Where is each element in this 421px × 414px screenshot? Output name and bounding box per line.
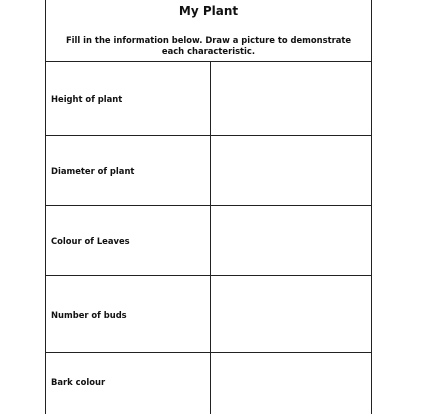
row-label-height: Height of plant: [51, 94, 123, 104]
answer-cell-bark-colour: [211, 353, 371, 414]
row-label-diameter: Diameter of plant: [51, 166, 135, 176]
worksheet-page: [45, 0, 372, 414]
answer-cell-diameter: [211, 136, 371, 205]
row-label-bark-colour: Bark colour: [51, 377, 106, 387]
answer-cell-buds: [211, 276, 371, 352]
row-label-leaf-colour: Colour of Leaves: [51, 236, 130, 246]
worksheet-title: My Plant: [178, 4, 239, 18]
row-label-buds: Number of buds: [51, 310, 127, 320]
answer-cell-leaf-colour: [211, 206, 371, 275]
instructions-line-2: each characteristic.: [161, 46, 256, 56]
worksheet-instructions: [46, 35, 371, 57]
instructions-line-1: Fill in the information below. Draw a picture to demonstrate: [65, 35, 352, 45]
answer-cell-height: [211, 62, 371, 135]
